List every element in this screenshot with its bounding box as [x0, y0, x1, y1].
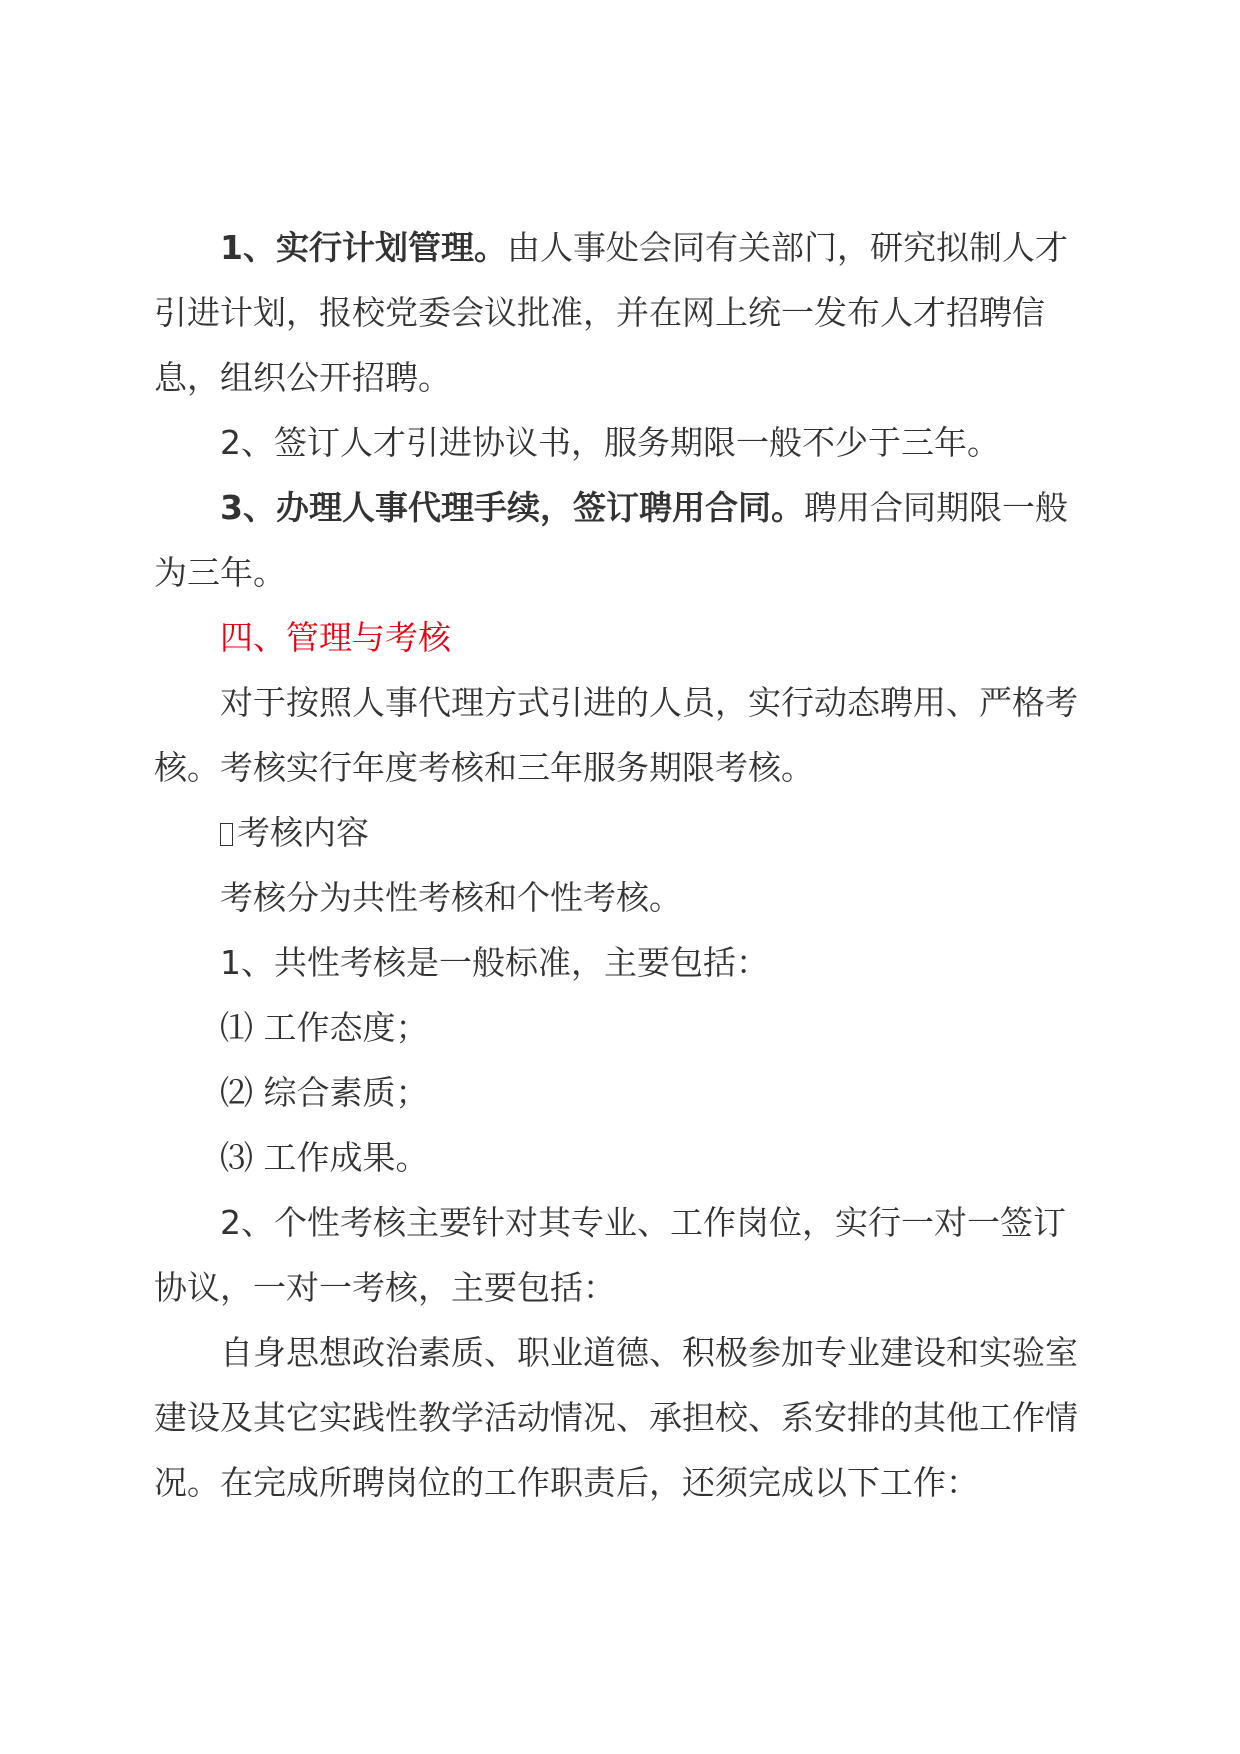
missing-glyph-box-icon — [220, 823, 233, 846]
paragraph-text: 2、个性考核主要针对其专业、工作岗位，实行一对一签订协议，一对一考核，主要包括： — [154, 1203, 1066, 1307]
paragraph-personnel-agency — [154, 475, 1084, 605]
paragraph-text: ⑶ 工作成果。 — [220, 1138, 429, 1177]
list-item-work-results — [154, 1125, 1084, 1190]
paragraph-text: 1、共性考核是一般标准，主要包括： — [220, 943, 769, 982]
list-item-work-attitude — [154, 995, 1084, 1060]
paragraph-text: 2、签订人才引进协议书，服务期限一般不少于三年。 — [220, 423, 1000, 462]
paragraph-common-assessment — [154, 930, 1084, 995]
paragraph-text: ⑵ 综合素质； — [220, 1073, 429, 1112]
paragraph-text: 自身思想政治素质、职业道德、积极参加专业建设和实验室建设及其它实践性教学活动情况、承担校、系安排的其他工作情况。在完成所聘岗位的工作职责后，还须完成以下工作： — [154, 1333, 1078, 1502]
paragraph-assessment-types — [154, 865, 1084, 930]
paragraph-text: 聘用合同期限一般为三年。 — [154, 488, 1068, 592]
paragraph-text: 由人事处会同有关部门，研究拟制人才引进计划，报校党委会议批准，并在网上统一发布人才招聘信息，组织公开招聘。 — [154, 228, 1068, 397]
paragraph-plan-management — [154, 215, 1084, 410]
list-item-overall-quality — [154, 1060, 1084, 1125]
paragraph-individual-assessment — [154, 1190, 1084, 1320]
paragraph-lead-bold: 3、办理人事代理手续，签订聘用合同。 — [220, 488, 804, 527]
section-heading-management — [154, 605, 1084, 670]
paragraph-text: ⑴ 工作态度； — [220, 1008, 429, 1047]
document-body — [154, 215, 1084, 1515]
subheading-assessment-content — [154, 800, 1084, 865]
paragraph-text: 考核内容 — [237, 813, 369, 852]
paragraph-text: 对于按照人事代理方式引进的人员，实行动态聘用、严格考核。考核实行年度考核和三年服务期限考核。 — [154, 683, 1078, 787]
paragraph-sign-agreement — [154, 410, 1084, 475]
paragraph-dynamic-hiring — [154, 670, 1084, 800]
section-heading-text: 四、管理与考核 — [220, 618, 451, 657]
paragraph-lead-bold: 1、实行计划管理。 — [220, 228, 507, 267]
paragraph-assessment-details — [154, 1320, 1084, 1515]
paragraph-text: 考核分为共性考核和个性考核。 — [220, 878, 682, 917]
